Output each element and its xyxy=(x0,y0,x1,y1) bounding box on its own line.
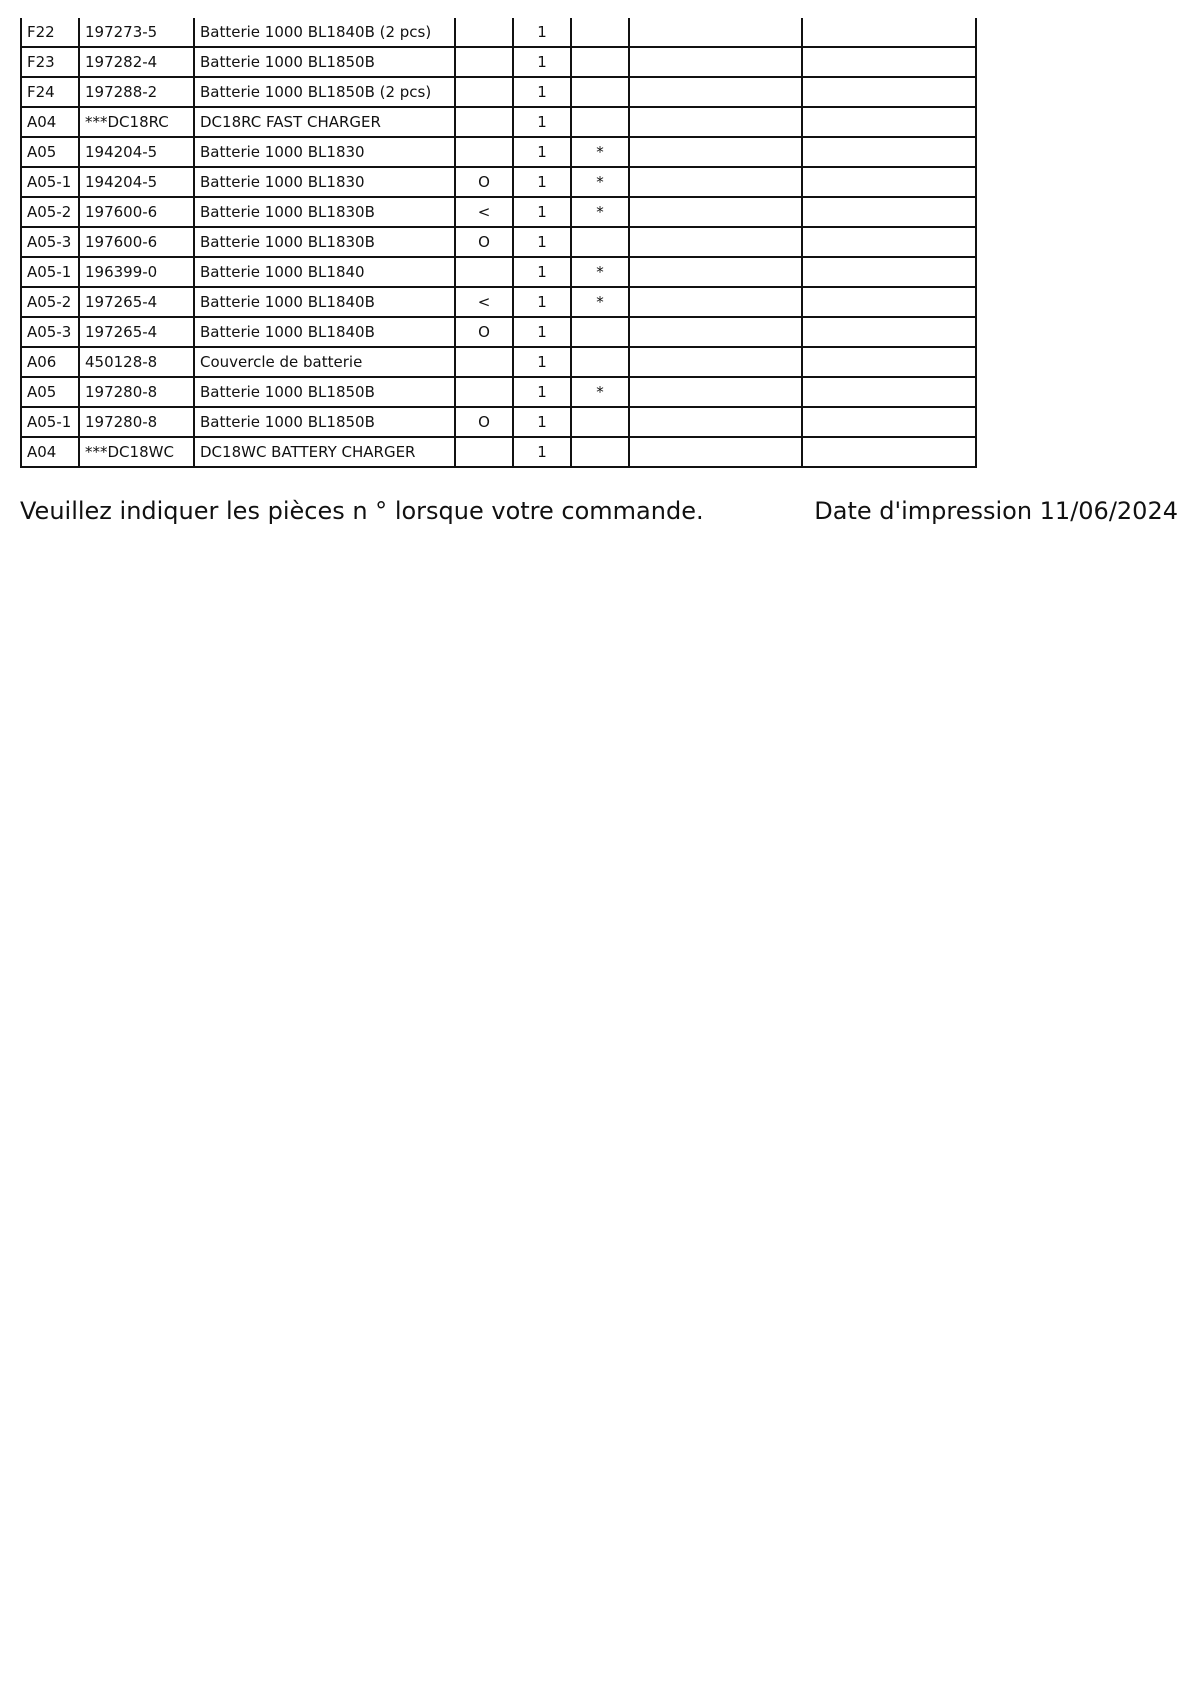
cell-mark: O xyxy=(455,167,513,197)
cell-mark: O xyxy=(455,227,513,257)
table-row xyxy=(21,407,976,437)
cell-mark xyxy=(455,47,513,77)
cell-blank-b xyxy=(802,437,976,467)
cell-description: Batterie 1000 BL1840 xyxy=(194,257,455,287)
table-row xyxy=(21,227,976,257)
cell-description: DC18WC BATTERY CHARGER xyxy=(194,437,455,467)
cell-blank-b xyxy=(802,197,976,227)
cell-part-number: ***DC18WC xyxy=(79,437,194,467)
cell-mark: < xyxy=(455,287,513,317)
cell-part-number: 197265-4 xyxy=(79,287,194,317)
cell-blank-b xyxy=(802,107,976,137)
cell-blank-a xyxy=(629,197,802,227)
cell-description: Batterie 1000 BL1850B (2 pcs) xyxy=(194,77,455,107)
table-row xyxy=(21,167,976,197)
cell-blank-a xyxy=(629,227,802,257)
cell-star: * xyxy=(571,167,629,197)
cell-star: * xyxy=(571,257,629,287)
cell-star xyxy=(571,77,629,107)
cell-quantity: 1 xyxy=(513,347,571,377)
cell-blank-b xyxy=(802,47,976,77)
cell-part-number: 197280-8 xyxy=(79,407,194,437)
table-row xyxy=(21,197,976,227)
cell-star xyxy=(571,107,629,137)
cell-star xyxy=(571,47,629,77)
cell-part-number: ***DC18RC xyxy=(79,107,194,137)
cell-description: Batterie 1000 BL1850B xyxy=(194,407,455,437)
cell-part-number: 197280-8 xyxy=(79,377,194,407)
cell-blank-a xyxy=(629,18,802,47)
cell-description: Batterie 1000 BL1840B xyxy=(194,287,455,317)
cell-ref-no: F22 xyxy=(21,18,79,47)
cell-ref-no: A04 xyxy=(21,107,79,137)
cell-mark xyxy=(455,257,513,287)
cell-star: * xyxy=(571,377,629,407)
cell-mark: O xyxy=(455,317,513,347)
cell-description: Batterie 1000 BL1850B xyxy=(194,377,455,407)
cell-blank-b xyxy=(802,407,976,437)
cell-quantity: 1 xyxy=(513,77,571,107)
cell-part-number: 197600-6 xyxy=(79,197,194,227)
cell-quantity: 1 xyxy=(513,107,571,137)
cell-ref-no: A05-2 xyxy=(21,197,79,227)
table-row xyxy=(21,137,976,167)
cell-ref-no: F23 xyxy=(21,47,79,77)
cell-ref-no: A05-1 xyxy=(21,257,79,287)
cell-description: Batterie 1000 BL1830B xyxy=(194,227,455,257)
print-date: Date d'impression 11/06/2024 xyxy=(814,497,1178,525)
cell-blank-a xyxy=(629,107,802,137)
cell-quantity: 1 xyxy=(513,407,571,437)
cell-blank-a xyxy=(629,47,802,77)
cell-star: * xyxy=(571,287,629,317)
cell-mark xyxy=(455,77,513,107)
cell-blank-a xyxy=(629,377,802,407)
cell-blank-b xyxy=(802,137,976,167)
cell-description: Batterie 1000 BL1850B xyxy=(194,47,455,77)
cell-blank-a xyxy=(629,317,802,347)
cell-blank-a xyxy=(629,137,802,167)
cell-blank-a xyxy=(629,257,802,287)
cell-blank-b xyxy=(802,257,976,287)
cell-ref-no: A04 xyxy=(21,437,79,467)
cell-part-number: 197282-4 xyxy=(79,47,194,77)
parts-table xyxy=(20,18,977,468)
cell-blank-b xyxy=(802,77,976,107)
cell-blank-b xyxy=(802,347,976,377)
cell-quantity: 1 xyxy=(513,377,571,407)
table-row xyxy=(21,347,976,377)
table-row xyxy=(21,257,976,287)
order-instruction-note: Veuillez indiquer les pièces n ° lorsque votre commande. xyxy=(20,497,704,525)
cell-quantity: 1 xyxy=(513,257,571,287)
cell-ref-no: A05-2 xyxy=(21,287,79,317)
cell-star xyxy=(571,437,629,467)
cell-mark xyxy=(455,18,513,47)
cell-description: Batterie 1000 BL1830B xyxy=(194,197,455,227)
cell-quantity: 1 xyxy=(513,317,571,347)
cell-blank-b xyxy=(802,227,976,257)
cell-quantity: 1 xyxy=(513,137,571,167)
cell-description: Batterie 1000 BL1840B (2 pcs) xyxy=(194,18,455,47)
cell-blank-b xyxy=(802,167,976,197)
cell-quantity: 1 xyxy=(513,197,571,227)
cell-description: Batterie 1000 BL1830 xyxy=(194,137,455,167)
table-row xyxy=(21,317,976,347)
cell-part-number: 194204-5 xyxy=(79,167,194,197)
cell-star xyxy=(571,347,629,377)
table-row xyxy=(21,107,976,137)
cell-description: DC18RC FAST CHARGER xyxy=(194,107,455,137)
cell-part-number: 194204-5 xyxy=(79,137,194,167)
cell-star xyxy=(571,317,629,347)
cell-mark xyxy=(455,377,513,407)
cell-quantity: 1 xyxy=(513,437,571,467)
cell-part-number: 197265-4 xyxy=(79,317,194,347)
cell-star: * xyxy=(571,137,629,167)
cell-mark xyxy=(455,107,513,137)
cell-blank-a xyxy=(629,77,802,107)
cell-part-number: 197600-6 xyxy=(79,227,194,257)
cell-blank-b xyxy=(802,377,976,407)
parts-table-body xyxy=(21,18,976,467)
cell-description: Batterie 1000 BL1840B xyxy=(194,317,455,347)
table-row xyxy=(21,77,976,107)
cell-part-number: 450128-8 xyxy=(79,347,194,377)
cell-blank-a xyxy=(629,287,802,317)
cell-description: Batterie 1000 BL1830 xyxy=(194,167,455,197)
cell-ref-no: A05-3 xyxy=(21,227,79,257)
cell-star xyxy=(571,227,629,257)
cell-part-number: 197273-5 xyxy=(79,18,194,47)
cell-ref-no: A06 xyxy=(21,347,79,377)
cell-ref-no: A05 xyxy=(21,377,79,407)
cell-mark: < xyxy=(455,197,513,227)
cell-star: * xyxy=(571,197,629,227)
cell-part-number: 197288-2 xyxy=(79,77,194,107)
cell-star xyxy=(571,18,629,47)
cell-part-number: 196399-0 xyxy=(79,257,194,287)
cell-quantity: 1 xyxy=(513,167,571,197)
cell-star xyxy=(571,407,629,437)
cell-ref-no: A05-1 xyxy=(21,407,79,437)
table-row xyxy=(21,18,976,47)
cell-blank-b xyxy=(802,317,976,347)
cell-quantity: 1 xyxy=(513,47,571,77)
cell-ref-no: A05 xyxy=(21,137,79,167)
cell-mark xyxy=(455,137,513,167)
table-row xyxy=(21,377,976,407)
cell-mark xyxy=(455,347,513,377)
cell-mark: O xyxy=(455,407,513,437)
cell-blank-a xyxy=(629,407,802,437)
cell-mark xyxy=(455,437,513,467)
cell-quantity: 1 xyxy=(513,18,571,47)
cell-blank-a xyxy=(629,167,802,197)
cell-ref-no: A05-1 xyxy=(21,167,79,197)
cell-blank-a xyxy=(629,437,802,467)
cell-quantity: 1 xyxy=(513,227,571,257)
cell-blank-b xyxy=(802,18,976,47)
cell-ref-no: F24 xyxy=(21,77,79,107)
table-row xyxy=(21,47,976,77)
cell-description: Couvercle de batterie xyxy=(194,347,455,377)
cell-blank-b xyxy=(802,287,976,317)
cell-quantity: 1 xyxy=(513,287,571,317)
table-row xyxy=(21,287,976,317)
cell-ref-no: A05-3 xyxy=(21,317,79,347)
table-row xyxy=(21,437,976,467)
cell-blank-a xyxy=(629,347,802,377)
